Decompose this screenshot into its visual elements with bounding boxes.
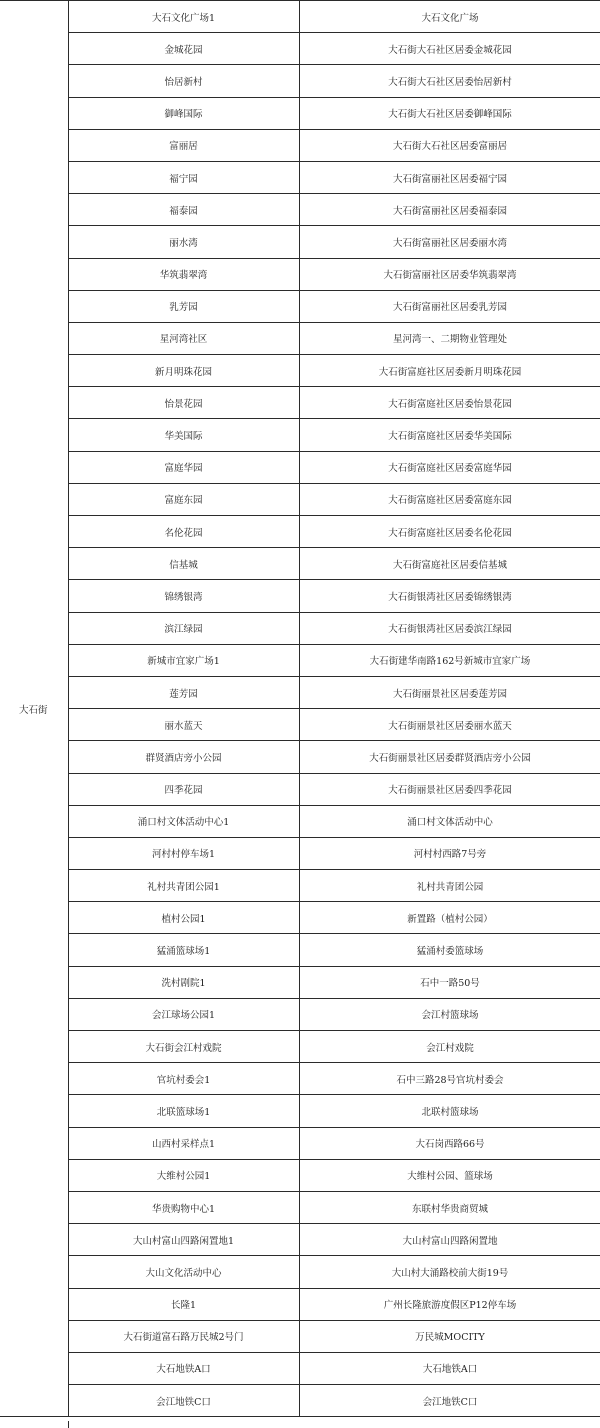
table-row xyxy=(0,676,600,708)
site-location-cell: 大石街大石社区居委金城花园 xyxy=(299,33,600,65)
site-location-cell: 大石街大石社区居委怡居新村 xyxy=(299,65,600,97)
site-location-cell: 大石街富丽社区居委乳芳园 xyxy=(299,290,600,322)
site-name-cell: 新月明珠花园 xyxy=(68,355,299,387)
site-name-cell: 御峰国际 xyxy=(68,97,299,129)
street-cell: 大石街 xyxy=(0,1,68,1417)
table-row xyxy=(0,870,600,902)
site-name-cell: 怡居新村 xyxy=(68,65,299,97)
site-location-cell: 礼村共青团公园 xyxy=(299,870,600,902)
site-location-cell: 大石街丽景社区居委群贤酒店旁小公园 xyxy=(299,741,600,773)
site-location-cell: 大山村富山四路闲置地 xyxy=(299,1224,600,1256)
site-location-cell: 大石街富丽社区居委福泰园 xyxy=(299,194,600,226)
site-name-cell: 大石地铁A口 xyxy=(68,1352,299,1384)
table-row xyxy=(0,741,600,773)
site-location-cell: 大石街银湾社区居委滨江绿园 xyxy=(299,612,600,644)
table-row xyxy=(0,1352,600,1384)
table-row xyxy=(0,1127,600,1159)
site-location-cell: 大石街丽景社区居委莲芳园 xyxy=(299,676,600,708)
site-name-cell: 洗村剧院1 xyxy=(68,966,299,998)
site-location-cell: 会江村篮球场 xyxy=(299,998,600,1030)
site-location-cell: 大山村大涌路校前大街19号 xyxy=(299,1256,600,1288)
table-row xyxy=(0,548,600,580)
site-name-cell: 礼村共青团公园1 xyxy=(68,870,299,902)
site-location-cell: 大石街大石社区居委御峰国际 xyxy=(299,97,600,129)
table-border-tail xyxy=(68,1421,69,1428)
table-row xyxy=(0,644,600,676)
site-location-cell: 会江地铁C口 xyxy=(299,1385,600,1417)
table-row xyxy=(0,387,600,419)
table-row xyxy=(0,129,600,161)
site-name-cell: 星河湾社区 xyxy=(68,322,299,354)
site-name-cell: 锦绣银湾 xyxy=(68,580,299,612)
site-location-cell: 会江村戏院 xyxy=(299,1031,600,1063)
site-name-cell: 会江地铁C口 xyxy=(68,1385,299,1417)
site-location-cell: 新置路（植村公园） xyxy=(299,902,600,934)
site-location-cell: 星河湾一、二期物业管理处 xyxy=(299,322,600,354)
site-name-cell: 大石街会江村戏院 xyxy=(68,1031,299,1063)
site-name-cell: 富丽居 xyxy=(68,129,299,161)
table-row xyxy=(0,258,600,290)
table-row xyxy=(0,322,600,354)
table-row xyxy=(0,998,600,1030)
table-row xyxy=(0,451,600,483)
table-row xyxy=(0,1320,600,1352)
table-row xyxy=(0,1063,600,1095)
site-location-cell: 大石街丽景社区居委四季花园 xyxy=(299,773,600,805)
site-name-cell: 福泰园 xyxy=(68,194,299,226)
site-name-cell: 大山村富山四路闲置地1 xyxy=(68,1224,299,1256)
site-location-cell: 大石街银湾社区居委锦绣银湾 xyxy=(299,580,600,612)
site-location-cell: 大石街丽景社区居委丽水蓝天 xyxy=(299,709,600,741)
table-row xyxy=(0,1095,600,1127)
table-row xyxy=(0,33,600,65)
table-row xyxy=(0,290,600,322)
site-location-cell: 河村村西路7号旁 xyxy=(299,837,600,869)
table-row xyxy=(0,773,600,805)
site-location-cell: 广州长隆旅游度假区P12停车场 xyxy=(299,1288,600,1320)
table-row xyxy=(0,1191,600,1223)
site-location-cell: 大石地铁A口 xyxy=(299,1352,600,1384)
site-name-cell: 群贤酒店旁小公园 xyxy=(68,741,299,773)
site-name-cell: 华筑翡翠湾 xyxy=(68,258,299,290)
table-row xyxy=(0,1288,600,1320)
site-location-cell: 涌口村文体活动中心 xyxy=(299,805,600,837)
site-location-cell: 大石街富庭社区居委华美国际 xyxy=(299,419,600,451)
site-location-cell: 大维村公园、篮球场 xyxy=(299,1159,600,1191)
site-name-cell: 北联篮球场1 xyxy=(68,1095,299,1127)
site-name-cell: 福宁园 xyxy=(68,161,299,193)
site-location-cell: 北联村篮球场 xyxy=(299,1095,600,1127)
site-name-cell: 大山文化活动中心 xyxy=(68,1256,299,1288)
site-location-cell: 大石街富庭社区居委富庭华园 xyxy=(299,451,600,483)
site-name-cell: 植村公园1 xyxy=(68,902,299,934)
table-row xyxy=(0,1385,600,1417)
site-name-cell: 会江球场公园1 xyxy=(68,998,299,1030)
site-name-cell: 乳芳园 xyxy=(68,290,299,322)
site-name-cell: 山西村采样点1 xyxy=(68,1127,299,1159)
table-row xyxy=(0,580,600,612)
table-row xyxy=(0,709,600,741)
site-name-cell: 丽水湾 xyxy=(68,226,299,258)
table-row xyxy=(0,1,600,33)
site-name-cell: 猛涌篮球场1 xyxy=(68,934,299,966)
site-location-cell: 大石街富庭社区居委信基城 xyxy=(299,548,600,580)
site-name-cell: 怡景花园 xyxy=(68,387,299,419)
site-location-cell: 万民城MOCITY xyxy=(299,1320,600,1352)
site-name-cell: 华贵购物中心1 xyxy=(68,1191,299,1223)
table-row xyxy=(0,97,600,129)
site-name-cell: 大石文化广场1 xyxy=(68,1,299,33)
table-row xyxy=(0,934,600,966)
site-name-cell: 河村村停车场1 xyxy=(68,837,299,869)
site-location-cell: 大石街富庭社区居委怡景花园 xyxy=(299,387,600,419)
site-name-cell: 大维村公园1 xyxy=(68,1159,299,1191)
site-table-body xyxy=(0,1,600,1417)
table-row xyxy=(0,1256,600,1288)
site-name-cell: 四季花园 xyxy=(68,773,299,805)
site-location-cell: 大石街富丽社区居委丽水湾 xyxy=(299,226,600,258)
site-name-cell: 丽水蓝天 xyxy=(68,709,299,741)
site-name-cell: 涌口村文体活动中心1 xyxy=(68,805,299,837)
site-name-cell: 金城花园 xyxy=(68,33,299,65)
table-row xyxy=(0,65,600,97)
site-name-cell: 大石街道富石路万民城2号门 xyxy=(68,1320,299,1352)
site-name-cell: 莲芳园 xyxy=(68,676,299,708)
table-row xyxy=(0,612,600,644)
table-row xyxy=(0,902,600,934)
site-name-cell: 富庭华园 xyxy=(68,451,299,483)
site-location-cell: 大石街建华南路162号新城市宜家广场 xyxy=(299,644,600,676)
table-row xyxy=(0,1159,600,1191)
table-row xyxy=(0,837,600,869)
site-name-cell: 富庭东园 xyxy=(68,483,299,515)
site-name-cell: 名伦花园 xyxy=(68,516,299,548)
table-row xyxy=(0,483,600,515)
site-location-cell: 东联村华贵商贸城 xyxy=(299,1191,600,1223)
site-name-cell: 滨江绿园 xyxy=(68,612,299,644)
site-location-cell: 大石街富庭社区居委名伦花园 xyxy=(299,516,600,548)
table-row xyxy=(0,966,600,998)
site-location-cell: 大石街富丽社区居委福宁园 xyxy=(299,161,600,193)
site-location-cell: 大石街富庭社区居委新月明珠花园 xyxy=(299,355,600,387)
table-row xyxy=(0,805,600,837)
table-row xyxy=(0,226,600,258)
table-row xyxy=(0,1031,600,1063)
site-location-cell: 大石文化广场 xyxy=(299,1,600,33)
table-row xyxy=(0,194,600,226)
site-location-cell: 大石岗西路66号 xyxy=(299,1127,600,1159)
site-location-cell: 大石街大石社区居委富丽居 xyxy=(299,129,600,161)
site-location-cell: 石中三路28号官坑村委会 xyxy=(299,1063,600,1095)
site-location-cell: 大石街富丽社区居委华筑翡翠湾 xyxy=(299,258,600,290)
site-name-cell: 华美国际 xyxy=(68,419,299,451)
site-name-cell: 信基城 xyxy=(68,548,299,580)
table-row xyxy=(0,1224,600,1256)
site-location-cell: 大石街富庭社区居委富庭东园 xyxy=(299,483,600,515)
site-name-cell: 官坑村委会1 xyxy=(68,1063,299,1095)
site-location-cell: 猛涌村委篮球场 xyxy=(299,934,600,966)
table-row xyxy=(0,516,600,548)
table-row xyxy=(0,419,600,451)
table-row xyxy=(0,161,600,193)
table-row xyxy=(0,355,600,387)
site-location-cell: 石中一路50号 xyxy=(299,966,600,998)
site-name-cell: 长隆1 xyxy=(68,1288,299,1320)
site-name-cell: 新城市宜家广场1 xyxy=(68,644,299,676)
